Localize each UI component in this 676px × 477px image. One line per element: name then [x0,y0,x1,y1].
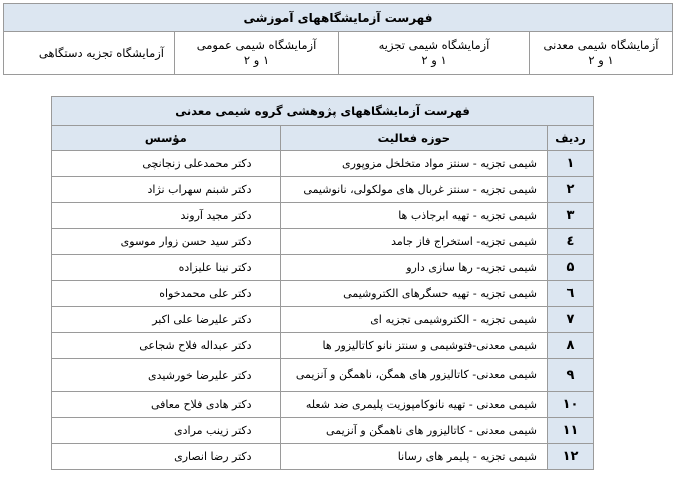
row-founder: دکتر علیرضا خورشیدی [52,359,281,392]
row-field: شیمی تجزیه - تهیه حسگرهای الکتروشیمی [280,281,547,307]
teaching-lab-name: آزمایشگاه شیمی تجزیه [378,38,490,52]
table-row [52,307,594,333]
table-row [52,333,594,359]
row-index: ۱۰ [548,392,594,418]
row-index: ۱ [548,151,594,177]
teaching-lab-cell [175,32,339,75]
row-founder: دکتر محمدعلی زنجانچی [52,151,281,177]
row-founder: دکتر زینب مرادی [52,418,281,444]
row-field: شیمی تجزیه - تهیه ابرجاذب ها [280,203,547,229]
table-row [52,151,594,177]
row-field: شیمی تجزیه - سنتز غربال های مولکولی، نانوشیمی [280,177,547,203]
table-row [52,392,594,418]
row-field: شیمی معدنی - کاتالیزور های ناهمگن و آنزیمی [280,418,547,444]
teaching-lab-cell [530,32,673,75]
founder-column-header: مؤسس [52,126,281,151]
table-row [52,203,594,229]
table-row [52,177,594,203]
row-index: ۵ [548,255,594,281]
row-founder: دکتر رضا انصاری [52,444,281,470]
row-field: شیمی تجزیه - الکتروشیمی تجزیه ای [280,307,547,333]
teaching-lab-cell [339,32,530,75]
row-index: ٦ [548,281,594,307]
teaching-lab-cell [4,32,175,75]
row-field: شیمی معدنی-فتوشیمی و سنتز نانو کاتالیزور ها [280,333,547,359]
table-row [52,444,594,470]
row-field: شیمی تجزیه - پلیمر های رسانا [280,444,547,470]
index-column-header: ردیف [548,126,594,151]
table-row [52,359,594,392]
row-field: شیمی تجزیه- رها سازی دارو [280,255,547,281]
teaching-lab-numbers: ۱ و ۲ [243,53,270,67]
row-field: شیمی معدنی- کاتالیزور های همگن، ناهمگن و آنزیمی [280,359,547,392]
row-index: ۸ [548,333,594,359]
row-index: ۳ [548,203,594,229]
row-founder: دکتر شبنم سهراب نژاد [52,177,281,203]
row-founder: دکتر نینا علیزاده [52,255,281,281]
table-row [52,281,594,307]
field-column-header: حوزه فعالیت [280,126,547,151]
row-index: ۲ [548,177,594,203]
row-index: ۱۱ [548,418,594,444]
research-labs-table [51,96,594,470]
row-field: شیمی تجزیه - سنتز مواد متخلخل مزوپوری [280,151,547,177]
table-row [52,255,594,281]
row-index: ۷ [548,307,594,333]
teaching-labs-table [3,3,673,75]
row-field: شیمی معدنی - تهیه نانوکامپوزیت پلیمری ضد شعله [280,392,547,418]
row-founder: دکتر علی محمدخواه [52,281,281,307]
teaching-lab-name: آزمایشگاه شیمی عمومی [196,38,317,52]
row-founder: دکتر عبداله فلاح شجاعی [52,333,281,359]
row-founder: دکتر مجید آروند [52,203,281,229]
row-field: شیمی تجزیه- استخراج فاز جامد [280,229,547,255]
row-index: ٤ [548,229,594,255]
row-founder: دکتر سید حسن زوار موسوی [52,229,281,255]
teaching-labs-title: فهرست آزمایشگاههای آموزشی [4,4,673,32]
teaching-lab-numbers: ۱ و ۲ [421,53,447,67]
row-index: ۱۲ [548,444,594,470]
teaching-lab-name: آزمایشگاه شیمی معدنی [543,38,659,52]
row-founder: دکتر هادی فلاح معافی [52,392,281,418]
research-labs-title: فهرست آزمایشگاههای پژوهشی گروه شیمی معدنی [52,97,594,126]
row-index: ۹ [548,359,594,392]
table-row [52,229,594,255]
teaching-lab-name: آزمایشگاه تجزیه دستگاهی [38,45,164,60]
table-row [52,418,594,444]
row-founder: دکتر علیرضا علی اکبر [52,307,281,333]
teaching-lab-numbers: ۱ و ۲ [588,53,614,67]
